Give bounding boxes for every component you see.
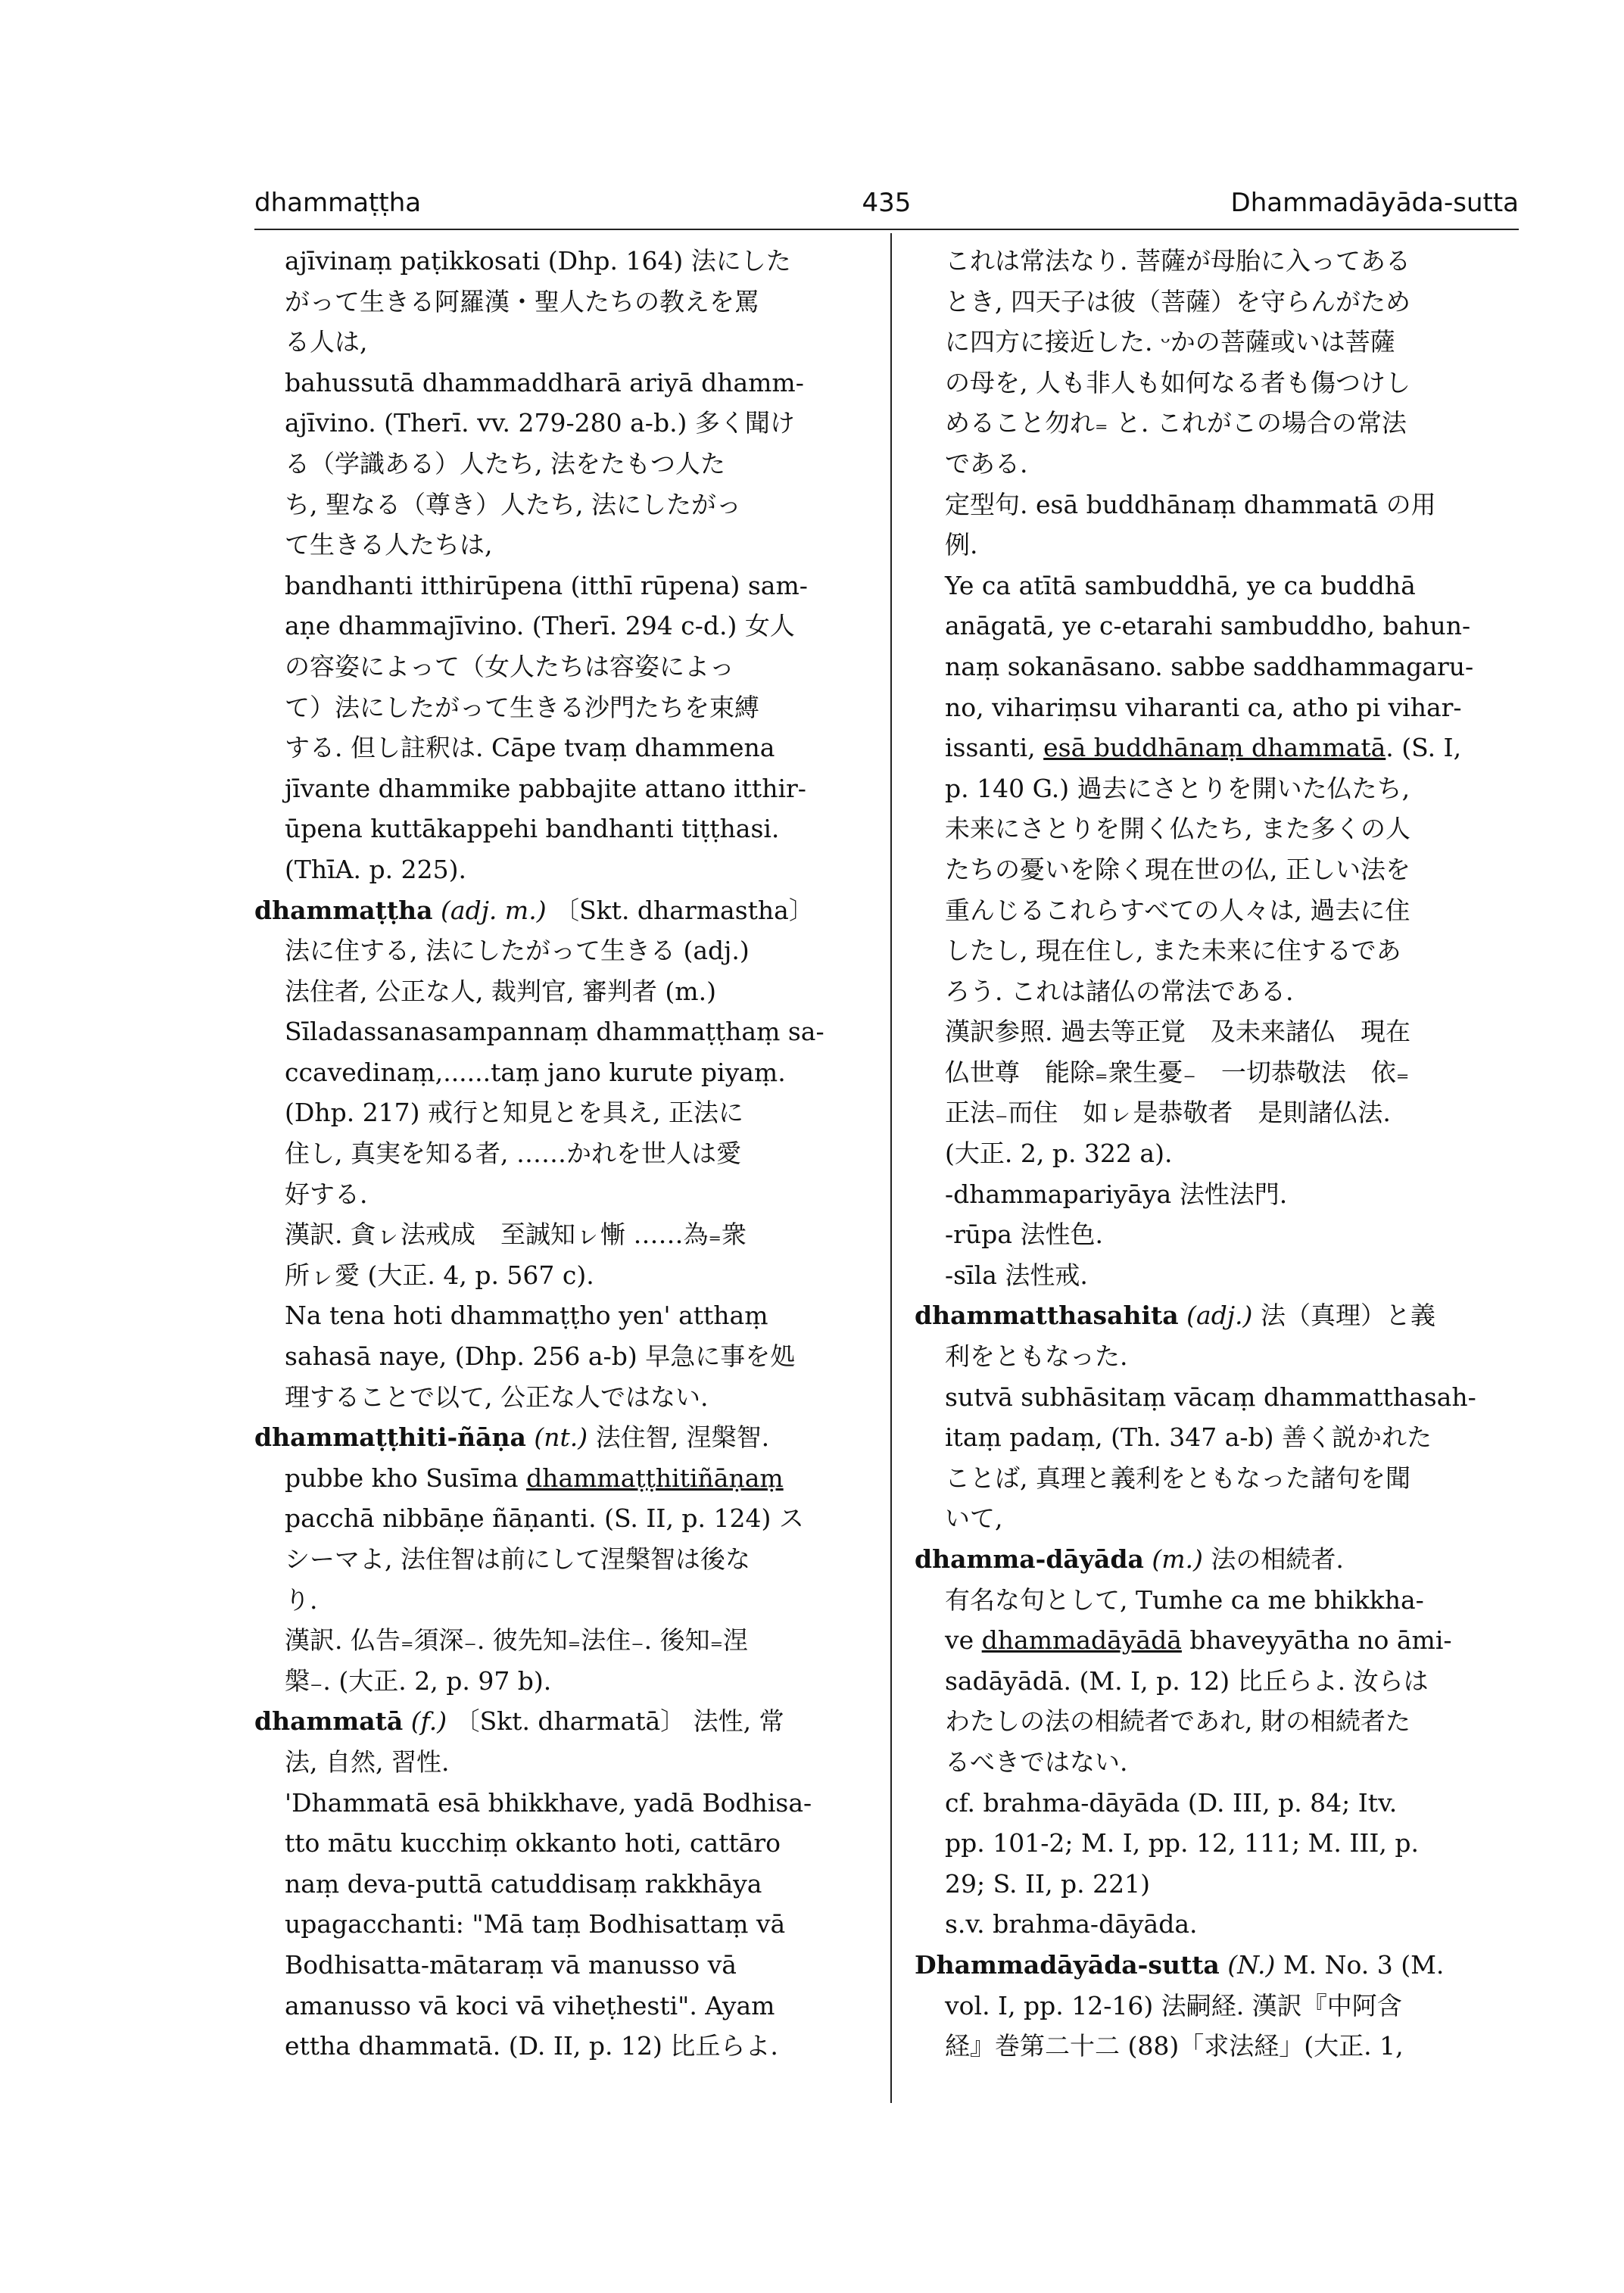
text-line: る人は, <box>285 327 368 357</box>
text-line: 好する. <box>285 1179 368 1209</box>
text-line: て生きる人たちは, <box>285 530 493 560</box>
headword: dhamma-dāyāda <box>915 1544 1144 1574</box>
text-line: 正法₋而住 如ㇾ是恭敬者 是則諸仏法. <box>945 1098 1391 1128</box>
text-fragment: bhaveyyātha no āmi- <box>1181 1625 1452 1656</box>
text-line: -sīla 法性戒. <box>945 1260 1088 1290</box>
text-fragment: pubbe kho Susīma <box>285 1463 527 1493</box>
text-line: -dhammapariyāya 法性法門. <box>945 1179 1288 1209</box>
text-line: する. 但し註釈は. Cāpe tvaṃ dhammena <box>285 733 775 763</box>
text-line: わたしの法の相続者であれ, 財の相続者た <box>945 1706 1410 1737</box>
text-line: ajīvino. (Therī. vv. 279-280 a-b.) 多く聞け <box>285 408 795 438</box>
text-line: 有名な句として, Tumhe ca me bhikkha- <box>945 1584 1424 1615</box>
text-line: ろう. これは諸仏の常法である. <box>945 976 1294 1006</box>
text-line: ち, 聖なる（尊き）人たち, 法にしたがっ <box>285 489 741 519</box>
text-line: sadāyādā. (M. I, p. 12) 比丘らよ. 汝らは <box>945 1665 1429 1696</box>
text-line: に四方に接近した. ᵕかの菩薩或いは菩薩 <box>945 327 1395 357</box>
text-line: 未来にさとりを開く仏たち, また多くの人 <box>945 814 1410 844</box>
text-line: ettha dhammatā. (D. II, p. 12) 比丘らよ. <box>285 2031 778 2061</box>
text-line: の容姿によって（女人たちは容姿によっ <box>285 651 734 681</box>
text-line: 定型句. esā buddhānaṃ dhammatā の用 <box>945 489 1436 519</box>
text-line: ajīvinaṃ paṭikkosati (Dhp. 164) 法にした <box>285 246 791 276</box>
text-line: no, vihariṃsu viharanti ca, atho pi vihar- <box>945 692 1462 722</box>
text-line: シーマよ, 法住智は前にして涅槃智は後な <box>285 1544 750 1574</box>
entry-head <box>254 890 860 931</box>
text-line: 理することで以て, 公正な人ではない. <box>285 1382 709 1412</box>
text-line: upagacchanti: "Mā taṃ Bodhisattaṃ vā <box>285 1909 786 1939</box>
text-line: 経』巻第二十二 (88)「求法経」(大正. 1, <box>945 2031 1404 2061</box>
text-line: ūpena kuttākappehi bandhanti tiṭṭhasi. <box>285 814 780 844</box>
text-line: naṃ sokanāsano. sabbe saddhammagaru- <box>945 651 1474 681</box>
entry-dhammadayada-sutta <box>915 1945 1520 2067</box>
header-right-guideword: Dhammadāyāda-sutta <box>1230 188 1519 218</box>
headword: dhammatā <box>254 1706 404 1737</box>
sanskrit-equivalent: 〔Skt. dharmastha〕 <box>554 895 814 925</box>
text-line: いて, <box>945 1503 1003 1534</box>
continued-entry <box>254 241 860 890</box>
right-column <box>915 241 1520 2067</box>
text-line: aṇe dhammajīvino. (Therī. 294 c-d.) 女人 <box>285 611 795 641</box>
left-column <box>254 241 860 2067</box>
text-fragment: ve <box>945 1625 982 1656</box>
text-line: るべきではない. <box>945 1746 1128 1777</box>
text-line: Ye ca atītā sambuddhā, ye ca buddhā <box>945 570 1416 600</box>
text-line: cf. brahma-dāyāda (D. III, p. 84; Itv. <box>945 1787 1398 1818</box>
entry-head <box>915 1539 1520 1580</box>
text-line: 漢訳参照. 過去等正覚 及未来諸仏 現在 <box>945 1017 1410 1047</box>
text-line: 漢訳. 仏告₌須深₋. 彼先知₌法住₋. 後知₌涅 <box>285 1625 749 1656</box>
column-divider <box>890 233 892 2103</box>
text-line: 法住者, 公正な人, 裁判官, 審判者 (m.) <box>285 976 716 1006</box>
text-fragment: issanti, <box>945 733 1044 763</box>
text-line: Bodhisatta-mātaraṃ vā manusso vā <box>285 1949 737 1980</box>
text-line: itaṃ padaṃ, (Th. 347 a-b) 善く説かれた <box>945 1422 1432 1453</box>
text-line: とき, 四天子は彼（菩薩）を守らんがため <box>945 286 1410 316</box>
underlined-term: esā buddhānaṃ dhammatā <box>1043 733 1386 763</box>
text-line: tto mātu kucchiṃ okkanto hoti, cattāro <box>285 1828 781 1858</box>
text-line: sutvā subhāsitaṃ vācaṃ dhammatthasah- <box>945 1382 1476 1412</box>
grammar-label: (m.) <box>1152 1544 1203 1574</box>
text-line: 住し, 真実を知る者, ……かれを世人は愛 <box>285 1139 741 1169</box>
text-line: り. <box>285 1584 318 1615</box>
definition: 法性, 常 <box>693 1706 784 1737</box>
continued-entry <box>915 241 1520 1295</box>
definition: 法（真理）と義 <box>1260 1301 1435 1331</box>
text-line: (ThīA. p. 225). <box>285 854 466 884</box>
text-line: pp. 101-2; M. I, pp. 12, 111; M. III, p. <box>945 1828 1420 1858</box>
grammar-label: (adj.) <box>1186 1301 1253 1331</box>
text-line: 漢訳. 貪ㇾ法戒成 至誠知ㇾ慚 ……為₌衆 <box>285 1220 747 1250</box>
text-line: p. 140 G.) 過去にさとりを開いた仏たち, <box>945 773 1410 803</box>
text-line: である. <box>945 448 1028 478</box>
page-number: 435 <box>862 188 912 218</box>
text-line: amanusso vā koci vā viheṭhesti". Ayam <box>285 1990 775 2020</box>
entry-dhammatthasahita <box>915 1295 1520 1539</box>
text-line: る（学識ある）人たち, 法をたもつ人た <box>285 448 725 478</box>
text-fragment: . (S. I, <box>1386 733 1462 763</box>
text-line: これは常法なり. 菩薩が母胎に入ってある <box>945 246 1410 276</box>
text-line: jīvante dhammike pabbajite attano itthir- <box>285 773 806 803</box>
headword: dhammaṭṭhiti-ñāṇa <box>254 1422 526 1453</box>
entry-dhammata <box>254 1701 860 2066</box>
sanskrit-equivalent: 〔Skt. dharmatā〕 <box>454 1706 686 1737</box>
text-line: (大正. 2, p. 322 a). <box>945 1139 1173 1169</box>
text-line: 法, 自然, 習性. <box>285 1746 450 1777</box>
entry-head <box>915 1295 1520 1336</box>
text-line: 29; S. II, p. 221) <box>945 1868 1151 1899</box>
headword: Dhammadāyāda-sutta <box>915 1949 1220 1980</box>
entry-dhammatthiti-nana <box>254 1417 860 1701</box>
text-line: sahasā naye, (Dhp. 256 a-b) 早急に事を処 <box>285 1341 796 1372</box>
text-line: (Dhp. 217) 戒行と知見とを具え, 正法に <box>285 1098 744 1128</box>
entry-head <box>254 1417 860 1458</box>
definition: 法の相続者. <box>1211 1544 1344 1574</box>
text-line: naṃ deva-puttā catuddisaṃ rakkhāya <box>285 1868 762 1899</box>
text-line: 仏世尊 能除₌衆生憂₋ 一切恭敬法 依₌ <box>945 1057 1410 1087</box>
text-line: Na tena hoti dhammaṭṭho yen' atthaṃ <box>285 1301 768 1331</box>
entry-head <box>915 1945 1520 1986</box>
text-line: 'Dhammatā esā bhikkhave, yadā Bodhisa- <box>285 1787 812 1818</box>
text-line <box>915 1620 1520 1661</box>
text-line: の母を, 人も非人も如何なる者も傷つけし <box>945 367 1410 397</box>
headword: dhammatthasahita <box>915 1301 1179 1331</box>
text-line: ccavedinaṃ,......taṃ jano kurute piyaṃ. <box>285 1057 786 1087</box>
text-line: 槃₋. (大正. 2, p. 97 b). <box>285 1665 552 1696</box>
underlined-term: dhammadāyādā <box>981 1625 1182 1656</box>
text-line: bahussutā dhammaddharā ariyā dhamm- <box>285 367 804 397</box>
definition: 法住智, 涅槃智. <box>595 1422 770 1453</box>
text-line: 重んじるこれらすべての人々は, 過去に住 <box>945 895 1410 925</box>
text-line: -rūpa 法性色. <box>945 1220 1103 1250</box>
entry-dhamma-dayada <box>915 1539 1520 1945</box>
text-line: pacchā nibbāṇe ñāṇanti. (S. II, p. 124) ス <box>285 1503 804 1534</box>
text-line: めること勿れ₌ と. これがこの場合の常法 <box>945 408 1407 438</box>
text-line: がって生きる阿羅漢・聖人たちの教えを罵 <box>285 286 759 316</box>
text-line: 法に住する, 法にしたがって生きる (adj.) <box>285 936 750 966</box>
grammar-label: (nt.) <box>534 1422 588 1453</box>
grammar-label: (adj. m.) <box>441 895 547 925</box>
text-line: 所ㇾ愛 (大正. 4, p. 567 c). <box>285 1260 594 1290</box>
text-line: 利をともなった. <box>945 1341 1128 1372</box>
grammar-label: (f.) <box>410 1706 447 1737</box>
text-line: ことば, 真理と義利をともなった諸句を聞 <box>945 1463 1410 1493</box>
text-line: s.v. brahma-dāyāda. <box>945 1909 1198 1939</box>
text-line: vol. I, pp. 12-16) 法嗣経. 漢訳『中阿含 <box>945 1990 1402 2020</box>
text-line: たちの憂いを除く現在世の仏, 正しい法を <box>945 854 1410 884</box>
text-line: て）法にしたがって生きる沙門たちを束縛 <box>285 692 759 722</box>
text-line: 例. <box>945 530 978 560</box>
entry-head <box>254 1701 860 1742</box>
text-line: anāgatā, ye c-etarahi sambuddho, bahun- <box>945 611 1471 641</box>
text-line <box>945 727 1520 768</box>
header-rule <box>254 229 1519 230</box>
headword: dhammaṭṭha <box>254 895 433 925</box>
text-line: したし, 現在住し, また未来に住するであ <box>945 936 1401 966</box>
running-header <box>254 188 1519 230</box>
entry-dhammattha <box>254 890 860 1418</box>
text-line <box>254 1458 860 1499</box>
definition: M. No. 3 (M. <box>1283 1949 1445 1980</box>
header-left-guideword: dhammaṭṭha <box>254 188 422 218</box>
text-line: bandhanti itthirūpena (itthī rūpena) sam- <box>285 570 808 600</box>
underlined-term: dhammaṭṭhitiñāṇaṃ <box>526 1463 784 1493</box>
text-line: Sīladassanasampannaṃ dhammaṭṭhaṃ sa- <box>285 1017 824 1047</box>
grammar-label: (N.) <box>1227 1949 1276 1980</box>
